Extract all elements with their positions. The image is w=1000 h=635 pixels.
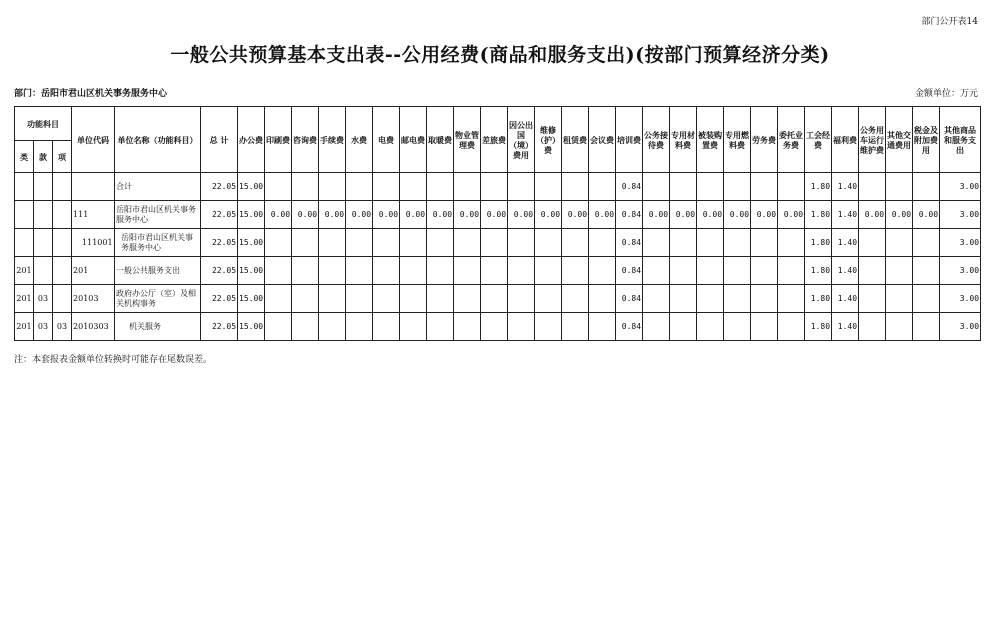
cell-amount [319,173,346,201]
header-func-subject: 功能科目 [15,107,72,141]
cell-amount [400,229,427,257]
table-row [15,173,981,201]
header-expense-col: 委托业务费 [778,107,805,173]
cell-amount: 15.00 [238,285,265,313]
cell-lei [15,229,34,257]
cell-amount [643,313,670,341]
cell-kuan [34,173,53,201]
cell-amount: 0.00 [292,201,319,229]
header-expense-col: 被装购置费 [697,107,724,173]
cell-amount [292,313,319,341]
cell-amount [346,257,373,285]
header-expense-col: 电费 [373,107,400,173]
header-expense-col: 劳务费 [751,107,778,173]
cell-amount [724,173,751,201]
cell-amount: 0.00 [643,201,670,229]
cell-amount: 1.80 [805,285,832,313]
cell-amount [454,173,481,201]
cell-amount [886,285,913,313]
cell-amount [319,229,346,257]
cell-amount [535,257,562,285]
cell-amount [454,257,481,285]
footnote: 注：本套报表金额单位转换时可能存在尾数误差。 [14,355,213,365]
cell-amount: 1.40 [832,229,859,257]
cell-amount [346,285,373,313]
cell-amount [724,285,751,313]
cell-amount [724,229,751,257]
cell-amount: 0.00 [886,201,913,229]
cell-lei: 201 [15,285,34,313]
header-expense-col: 租赁费 [562,107,589,173]
cell-amount [859,257,886,285]
cell-amount [508,285,535,313]
cell-lei: 201 [15,313,34,341]
cell-amount: 1.80 [805,201,832,229]
header-expense-col: 会议费 [589,107,616,173]
table-row [15,313,981,341]
cell-amount [751,285,778,313]
cell-xiang [53,201,72,229]
cell-amount: 1.40 [832,257,859,285]
header-expense-col: 差旅费 [481,107,508,173]
cell-amount [724,313,751,341]
table-row [15,257,981,285]
cell-xiang [53,257,72,285]
cell-amount: 15.00 [238,229,265,257]
cell-unit-name: 机关服务 [115,313,201,341]
cell-amount [589,173,616,201]
cell-amount: 0.00 [859,201,886,229]
cell-unit-code [72,173,115,201]
table-row [15,229,981,257]
cell-amount [886,313,913,341]
header-expense-col: 工会经费 [805,107,832,173]
cell-amount [913,285,940,313]
cell-amount [859,229,886,257]
cell-amount [292,285,319,313]
cell-amount [508,313,535,341]
cell-unit-name: 政府办公厅（室）及相关机构事务 [115,285,201,313]
cell-amount: 0.84 [616,201,643,229]
cell-amount [589,257,616,285]
cell-amount [508,173,535,201]
cell-amount: 0.84 [616,313,643,341]
cell-amount [751,313,778,341]
header-expense-col: 取暖费 [427,107,454,173]
cell-amount [697,313,724,341]
cell-amount [481,285,508,313]
cell-xiang [53,173,72,201]
header-expense-col: 公务用车运行维护费 [859,107,886,173]
header-expense-col: 物业管理费 [454,107,481,173]
cell-amount [589,229,616,257]
header-expense-col: 税金及附加费用 [913,107,940,173]
header-kuan: 款 [34,141,53,173]
cell-amount: 0.00 [400,201,427,229]
cell-amount: 3.00 [940,173,981,201]
page-title: 一般公共预算基本支出表--公用经费(商品和服务支出)(按部门预算经济分类) [170,44,830,66]
header-xiang: 项 [53,141,72,173]
cell-amount [292,257,319,285]
cell-amount [265,173,292,201]
cell-amount [724,257,751,285]
cell-amount: 3.00 [940,229,981,257]
cell-amount [913,229,940,257]
cell-amount [643,173,670,201]
cell-amount [778,313,805,341]
cell-amount [454,229,481,257]
cell-kuan [34,201,53,229]
cell-amount: 0.00 [346,201,373,229]
cell-amount [697,229,724,257]
cell-amount [427,285,454,313]
cell-amount: 0.84 [616,257,643,285]
cell-amount [562,257,589,285]
cell-unit-code: 111001 [72,229,115,257]
cell-amount: 3.00 [940,313,981,341]
cell-amount [481,173,508,201]
cell-amount [535,285,562,313]
header-expense-col: 公务接待费 [643,107,670,173]
cell-amount [778,229,805,257]
cell-amount: 0.84 [616,229,643,257]
header-expense-col: 办公费 [238,107,265,173]
cell-amount [319,257,346,285]
cell-amount [481,257,508,285]
cell-amount: 0.00 [589,201,616,229]
header-expense-col: 印刷费 [265,107,292,173]
cell-amount [319,285,346,313]
cell-amount [670,173,697,201]
cell-amount: 1.40 [832,201,859,229]
header-lei: 类 [15,141,34,173]
cell-amount: 0.84 [616,173,643,201]
cell-unit-name: 岳阳市君山区机关事务服务中心 [115,229,201,257]
cell-lei [15,173,34,201]
cell-amount: 0.00 [265,201,292,229]
cell-xiang: 03 [53,313,72,341]
page-corner-label: 部门公开表14 [921,17,978,27]
cell-amount [913,173,940,201]
cell-amount: 1.80 [805,229,832,257]
cell-amount: 0.00 [373,201,400,229]
header-expense-col: 培训费 [616,107,643,173]
department-label: 部门：岳阳市君山区机关事务服务中心 [14,89,168,99]
cell-amount [562,173,589,201]
header-total: 总 计 [201,107,238,173]
cell-unit-code: 2010303 [72,313,115,341]
cell-amount [400,285,427,313]
cell-amount [346,173,373,201]
header-expense-col: 邮电费 [400,107,427,173]
cell-amount: 3.00 [940,285,981,313]
cell-amount [751,229,778,257]
header-expense-col: 咨询费 [292,107,319,173]
cell-amount: 0.84 [616,285,643,313]
cell-total: 22.05 [201,313,238,341]
cell-amount [643,285,670,313]
cell-amount [670,257,697,285]
cell-amount: 0.00 [319,201,346,229]
cell-amount: 0.00 [481,201,508,229]
cell-amount: 1.80 [805,257,832,285]
cell-total: 22.05 [201,201,238,229]
cell-amount: 0.00 [913,201,940,229]
cell-amount [454,285,481,313]
cell-amount [427,257,454,285]
cell-amount [481,229,508,257]
cell-amount [292,173,319,201]
cell-unit-name: 合计 [115,173,201,201]
cell-amount: 15.00 [238,201,265,229]
cell-kuan: 03 [34,313,53,341]
cell-amount [373,285,400,313]
expenditure-table [14,106,981,341]
cell-amount [265,285,292,313]
cell-amount [697,285,724,313]
header-expense-col: 水费 [346,107,373,173]
cell-amount: 15.00 [238,313,265,341]
cell-amount [346,313,373,341]
cell-amount [859,285,886,313]
cell-amount [373,257,400,285]
header-row [15,107,981,141]
cell-amount [400,313,427,341]
cell-unit-code: 201 [72,257,115,285]
cell-xiang [53,229,72,257]
cell-amount [265,229,292,257]
cell-amount [481,313,508,341]
cell-amount: 1.40 [832,173,859,201]
cell-amount: 3.00 [940,201,981,229]
cell-amount [319,313,346,341]
cell-total: 22.05 [201,229,238,257]
table-row [15,285,981,313]
cell-amount [859,173,886,201]
cell-amount [535,229,562,257]
cell-amount: 0.00 [427,201,454,229]
cell-amount [778,285,805,313]
cell-amount: 0.00 [778,201,805,229]
cell-amount [427,313,454,341]
cell-amount: 0.00 [670,201,697,229]
header-expense-col: 维修（护）费 [535,107,562,173]
cell-amount [913,313,940,341]
header-expense-col: 手续费 [319,107,346,173]
cell-kuan [34,229,53,257]
cell-total: 22.05 [201,285,238,313]
header-expense-col: 专用燃料费 [724,107,751,173]
cell-amount [346,229,373,257]
cell-amount: 15.00 [238,173,265,201]
cell-amount [670,285,697,313]
cell-amount: 1.40 [832,313,859,341]
cell-amount [886,173,913,201]
cell-unit-name: 一般公共服务支出 [115,257,201,285]
cell-amount [643,257,670,285]
table-row [15,201,981,229]
cell-amount [697,257,724,285]
cell-amount [400,257,427,285]
cell-amount [427,229,454,257]
cell-amount [589,285,616,313]
cell-amount [913,257,940,285]
cell-amount [373,173,400,201]
cell-total: 22.05 [201,257,238,285]
cell-amount [535,313,562,341]
cell-amount [508,257,535,285]
cell-amount [697,173,724,201]
cell-amount [292,229,319,257]
header-expense-col: 其他商品和服务支出 [940,107,981,173]
cell-kuan: 03 [34,285,53,313]
cell-amount [373,229,400,257]
cell-total: 22.05 [201,173,238,201]
cell-amount [373,313,400,341]
cell-amount [265,257,292,285]
header-unit-code: 单位代码 [72,107,115,173]
cell-amount: 15.00 [238,257,265,285]
header-expense-col: 专用材料费 [670,107,697,173]
cell-amount [886,229,913,257]
cell-amount [751,173,778,201]
cell-amount [670,313,697,341]
cell-amount: 1.40 [832,285,859,313]
cell-amount [562,285,589,313]
cell-amount: 0.00 [562,201,589,229]
cell-amount: 1.80 [805,313,832,341]
header-unit-name: 单位名称（功能科目） [115,107,201,173]
cell-amount: 0.00 [535,201,562,229]
cell-xiang [53,285,72,313]
cell-amount: 1.80 [805,173,832,201]
cell-amount: 3.00 [940,257,981,285]
cell-amount [508,229,535,257]
cell-amount [454,313,481,341]
amount-unit-label: 金额单位：万元 [914,89,978,99]
cell-amount [400,173,427,201]
cell-kuan [34,257,53,285]
cell-amount [265,313,292,341]
cell-unit-code: 111 [72,201,115,229]
header-expense-col: 因公出国（境）费用 [508,107,535,173]
cell-amount [535,173,562,201]
cell-amount: 0.00 [508,201,535,229]
cell-amount [751,257,778,285]
cell-amount: 0.00 [751,201,778,229]
cell-amount [859,313,886,341]
cell-amount: 0.00 [724,201,751,229]
cell-lei: 201 [15,257,34,285]
cell-amount [778,173,805,201]
cell-amount [670,229,697,257]
cell-amount [589,313,616,341]
cell-amount [562,229,589,257]
cell-unit-name: 岳阳市君山区机关事务服务中心 [115,201,201,229]
cell-amount [562,313,589,341]
cell-lei [15,201,34,229]
cell-amount [643,229,670,257]
cell-amount: 0.00 [697,201,724,229]
cell-amount [427,173,454,201]
cell-amount [778,257,805,285]
header-expense-col: 其他交通费用 [886,107,913,173]
cell-unit-code: 20103 [72,285,115,313]
cell-amount [886,257,913,285]
cell-amount: 0.00 [454,201,481,229]
header-expense-col: 福利费 [832,107,859,173]
